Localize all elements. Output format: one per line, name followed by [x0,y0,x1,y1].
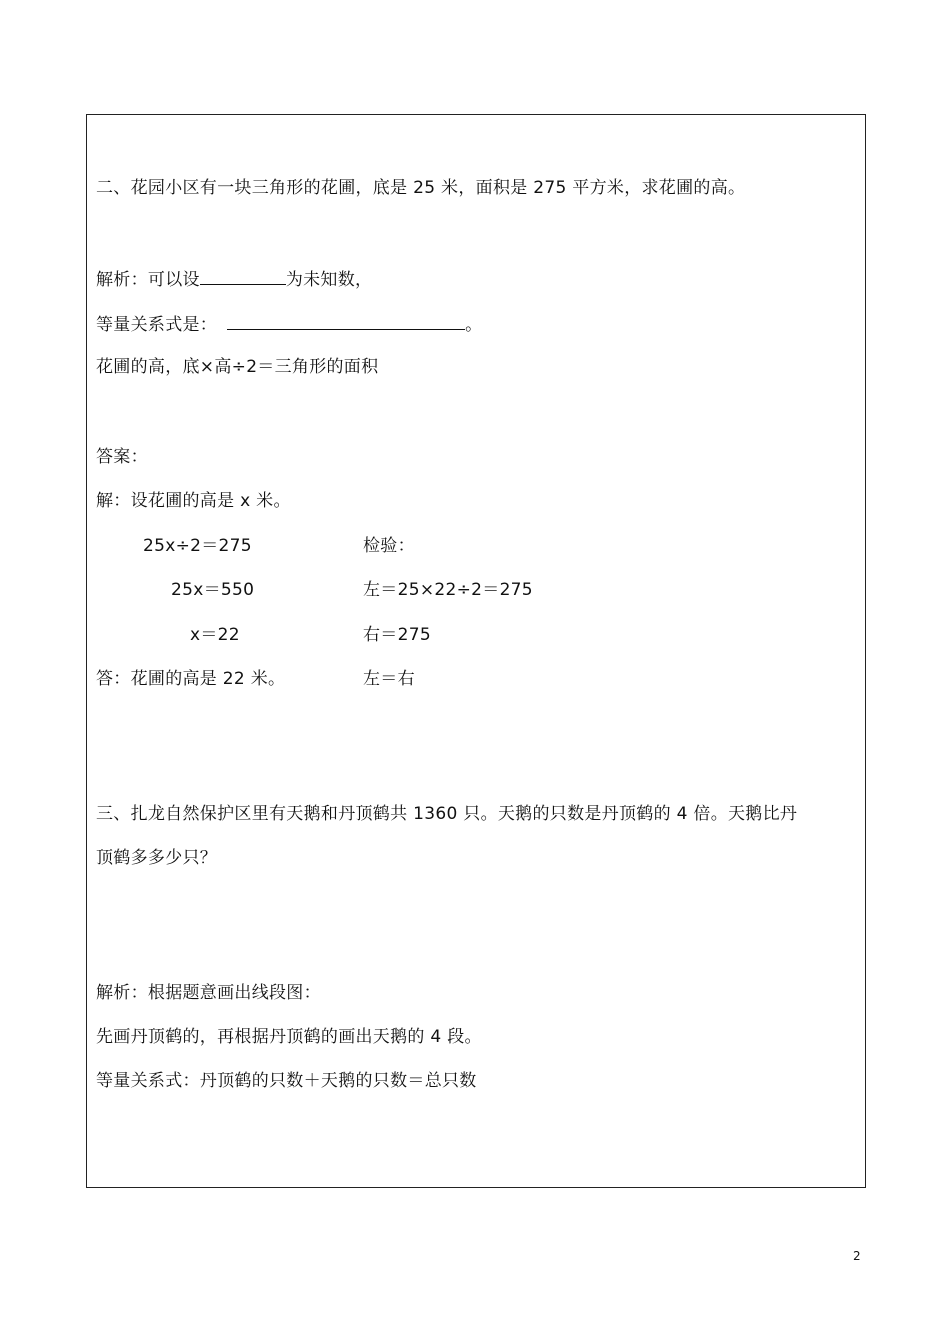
problem2-analysis-line [96,268,372,290]
solution-step-1: 25x÷2＝275 [143,536,252,556]
solution-intro: 解：设花圃的高是 x 米。 [96,491,291,511]
problem2-question: 二、花园小区有一块三角形的花圃，底是 25 米，面积是 275 平方米，求花圃的高。 [96,178,746,198]
unknown-blank [200,268,286,285]
check-conclusion: 左＝右 [363,669,415,689]
analysis-suffix: 为未知数， [285,270,373,290]
check-label: 检验： [363,536,415,556]
check-step-right: 右＝275 [363,625,431,645]
solution-step-3: x＝22 [190,625,240,645]
answer-label: 答案： [96,447,148,467]
problem2-relation: 花圃的高，底×高÷2＝三角形的面积 [96,357,379,377]
problem3-question-line1: 三、扎龙自然保护区里有天鹅和丹顶鹤共 1360 只。天鹅的只数是丹顶鹤的 4 倍。天鹅比丹 [96,804,798,824]
equation-prefix: 等量关系式是： [96,315,218,335]
problem3-question-line2: 顶鹤多多少只？ [96,848,218,868]
check-step-left: 左＝25×22÷2＝275 [363,580,533,600]
problem3-analysis: 解析：根据题意画出线段图： [96,983,321,1003]
final-answer: 答：花圃的高是 22 米。 [96,669,286,689]
equation-suffix: 。 [465,315,483,335]
equation-blank [227,313,465,330]
page-number: 2 [853,1249,861,1263]
analysis-prefix: 解析：可以设 [96,270,200,290]
problem3-hint: 先画丹顶鹤的，再根据丹顶鹤的画出天鹅的 4 段。 [96,1027,482,1047]
problem3-relation: 等量关系式：丹顶鹤的只数＋天鹅的只数＝总只数 [96,1071,477,1091]
problem2-equation-line [96,313,482,335]
solution-step-2: 25x＝550 [171,580,255,600]
